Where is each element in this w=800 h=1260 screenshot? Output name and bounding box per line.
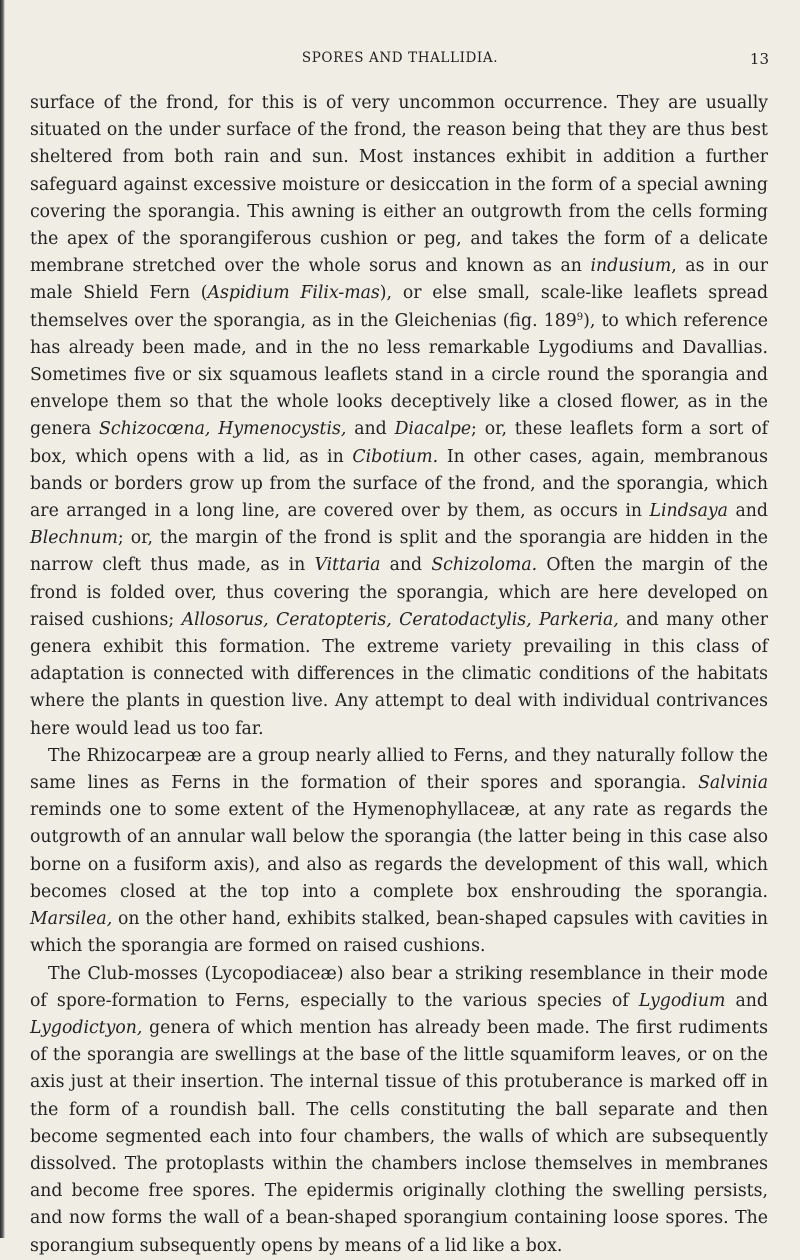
italic-run: Marsilea,: [30, 909, 113, 930]
text-run: and many other genera exhibit this formation. The extreme variety prevailing in this class of adaptation is connected with differences in the climatic conditions of the habitats where the plants in question live. Any attempt to deal with individual contrivances here would lead us too far.: [30, 609, 768, 739]
text-run: and: [346, 419, 395, 440]
text-run: In other cases, again, membranous bands or borders grow up from the surface of the frond, and the sporangia, which are arranged in a long line, are covered over by them, as occurs in: [30, 446, 768, 522]
text-run: reminds one to some extent of the Hymenophyllaceæ, at any rate as regards the outgrowth of an annular wall below the sporangia (the latter being in this case also borne on a fusiform axis), and also as regards the development of this wall, which becomes closed at the top into a complete box enshrouding the sporangia.: [30, 800, 768, 902]
italic-run: Lygodium: [638, 990, 726, 1011]
italic-run: Salvinia: [698, 773, 768, 794]
page-header: [0, 50, 800, 74]
text-run: and: [380, 555, 432, 576]
text-run: ), to which reference has already been made, and in the no less remarkable Lygodiums and Davallias. Sometimes five or six squamous leaflets stand in a circle round the sporangia and envelope them so that the whole looks deceptively like a closed flower, as in the genera: [30, 310, 768, 440]
page-binding-edge: [0, 0, 5, 1238]
italic-run: indusium: [590, 256, 672, 277]
text-run: The Rhizocarpeæ are a group nearly allied to Ferns, and they naturally follow the same lines as Ferns in the formation of their spores and sporangia.: [30, 745, 768, 794]
italic-run: Diacalpe: [394, 419, 472, 440]
text-run: on the other hand, exhibits stalked, bean-shaped capsules with cavities in which the sporangia are formed on raised cushions.: [30, 909, 768, 957]
italic-run: Blechnum: [30, 528, 118, 549]
paragraph: [30, 743, 768, 961]
italic-run: Aspidium Filix-mas: [207, 283, 380, 304]
text-run: ; or, these leaflets form a sort of box, which opens with a lid, as in: [30, 419, 768, 467]
footnote-marker: 9: [576, 311, 584, 323]
text-run: , as in our male Shield Fern (: [30, 256, 768, 304]
text-run: surface of the frond, for this is of very uncommon occurrence. They are usually situated on the under surface of the frond, the reason being that they are thus best sheltered from both rain and sun. Most instances exhibit in addition a further safeguard against excessive moisture or desiccation in the form of a special awning covering the sporangia. This awning is either an outgrowth from the cells forming the apex of the sporangiferous cushion or peg, and takes the form of a delicate membrane stretched over the whole sorus and known as an: [30, 93, 768, 277]
italic-run: Lygodictyon,: [30, 1017, 143, 1038]
italic-run: Allosorus, Ceratopteris, Ceratodactylis, Parkeria,: [181, 609, 619, 630]
italic-run: Schizoloma.: [431, 555, 538, 576]
italic-run: Schizocœna, Hymenocystis,: [99, 419, 347, 440]
page-number: 13: [749, 50, 769, 68]
text-run: ), or else small, scale-like leaflets spread themselves over the sporangia, as in the Gleichenias (fig. 189: [30, 283, 769, 331]
italic-run: Vittaria: [314, 555, 381, 576]
text-run: genera of which mention has already been made. The first rudiments of the sporangia are swellings at the base of the little squamiform leaves, or on the axis just at their insertion. The internal tissue of this protuberance is marked off in the form of a roundish ball. The cells constituting the ball separate and then become segmented each into four chambers, the walls of which are subsequently dissolved. The protoplasts within the chambers inclose themselves in membranes and become free spores. The epidermis originally clothing the swelling persists, and now forms the wall of a bean-shaped sporangium containing loose spores. The sporangium subsequently opens by means of a lid like a box.: [30, 1017, 768, 1256]
text-run: and: [727, 501, 768, 522]
text-run: Often the margin of the frond is folded over, thus covering the sporangia, which are here developed on raised cushions;: [30, 555, 769, 630]
text-run: and: [725, 990, 768, 1011]
text-run: ; or, the margin of the frond is split and the sporangia are hidden in the narrow cleft thus made, as in: [30, 528, 768, 576]
running-head: SPORES AND THALLIDIA.: [301, 50, 499, 66]
italic-run: Lindsaya: [649, 501, 728, 522]
text-run: The Club-mosses (Lycopodiaceæ) also bear a striking resemblance in their mode of spore-formation to Ferns, especially to the various species of: [30, 963, 768, 1011]
paragraph: [30, 961, 768, 1260]
paragraph: [30, 90, 768, 743]
body-text: [30, 90, 768, 1260]
italic-run: Cibotium.: [352, 446, 439, 467]
